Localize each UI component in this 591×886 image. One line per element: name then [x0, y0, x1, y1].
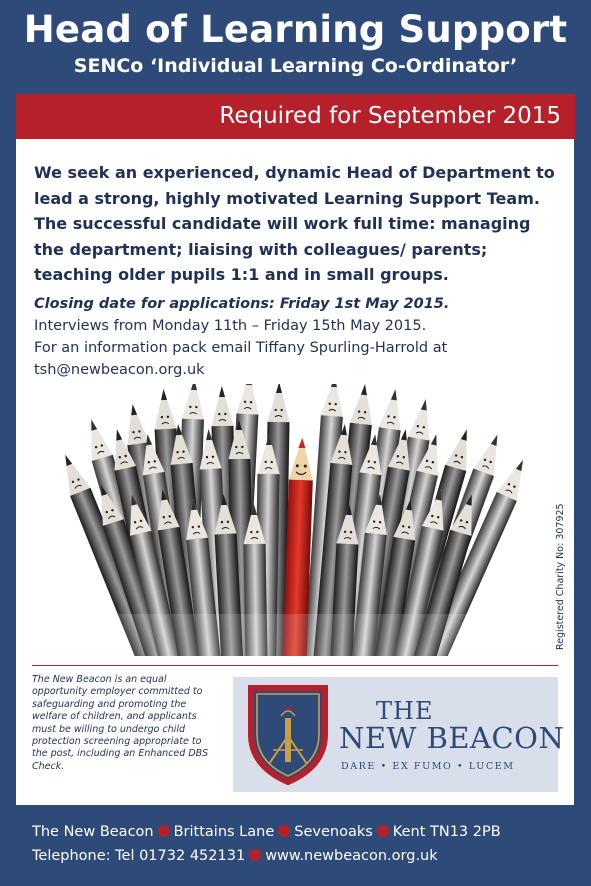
pencils-image — [34, 384, 554, 656]
equal-opportunity-statement: The New Beacon is an equal opportunity employer committed to safeguarding and promoting the welfare of children, and applicants must be willing to undergo child protection screening appropriate to the post, including an Enhanced DBS Check. — [32, 674, 209, 772]
page-subtitle: SENCo ‘Individual Learning Co-Ordinator’ — [73, 55, 518, 77]
separator-dot — [249, 849, 261, 861]
logo-motto: DARE • EX FUMO • LUCEM — [341, 761, 515, 772]
footer-contact — [32, 844, 572, 868]
charity-number: Registered Charity No: 307925 — [555, 503, 566, 650]
separator-dot — [377, 825, 389, 837]
footer-town: Sevenoaks — [294, 824, 373, 840]
content-panel — [16, 139, 574, 805]
page-title: Head of Learning Support — [23, 8, 568, 51]
footer-school-name: The New Beacon — [32, 824, 154, 840]
separator-dot — [158, 825, 170, 837]
required-banner-text: Required for September 2015 — [219, 103, 561, 129]
school-logo — [233, 677, 565, 792]
footer-address — [32, 820, 572, 844]
closing-date: Closing date for applications: Friday 1st May 2015. — [34, 296, 450, 312]
logo-name: NEW BEACON — [339, 721, 565, 755]
required-banner — [16, 94, 575, 139]
header — [0, 0, 591, 94]
logo-the: THE — [376, 697, 434, 725]
footer-telephone: Telephone: Tel 01732 452131 — [32, 848, 246, 864]
footer-street: Brittains Lane — [173, 824, 275, 840]
footer — [32, 820, 572, 868]
lead-paragraph: We seek an experienced, dynamic Head of Department to lead a strong, highly motivated Learning Support Team. The successful candidate will work full time: managing the department; liaising with colleagues/ parents; teaching older pupils 1:1 and in small groups. — [34, 163, 555, 284]
interview-dates: Interviews from Monday 11th – Friday 15th May 2015. — [34, 318, 427, 334]
shield-crest-icon — [247, 684, 329, 786]
footer-postcode: Kent TN13 2PB — [392, 824, 501, 840]
info-pack-text: For an information pack email Tiffany Spurling-Harrold at — [34, 340, 448, 356]
contact-email[interactable]: tsh@newbeacon.org.uk — [34, 362, 205, 378]
footer-website[interactable]: www.newbeacon.org.uk — [265, 848, 438, 864]
application-info — [34, 293, 559, 381]
divider — [32, 665, 558, 666]
separator-dot — [278, 825, 290, 837]
